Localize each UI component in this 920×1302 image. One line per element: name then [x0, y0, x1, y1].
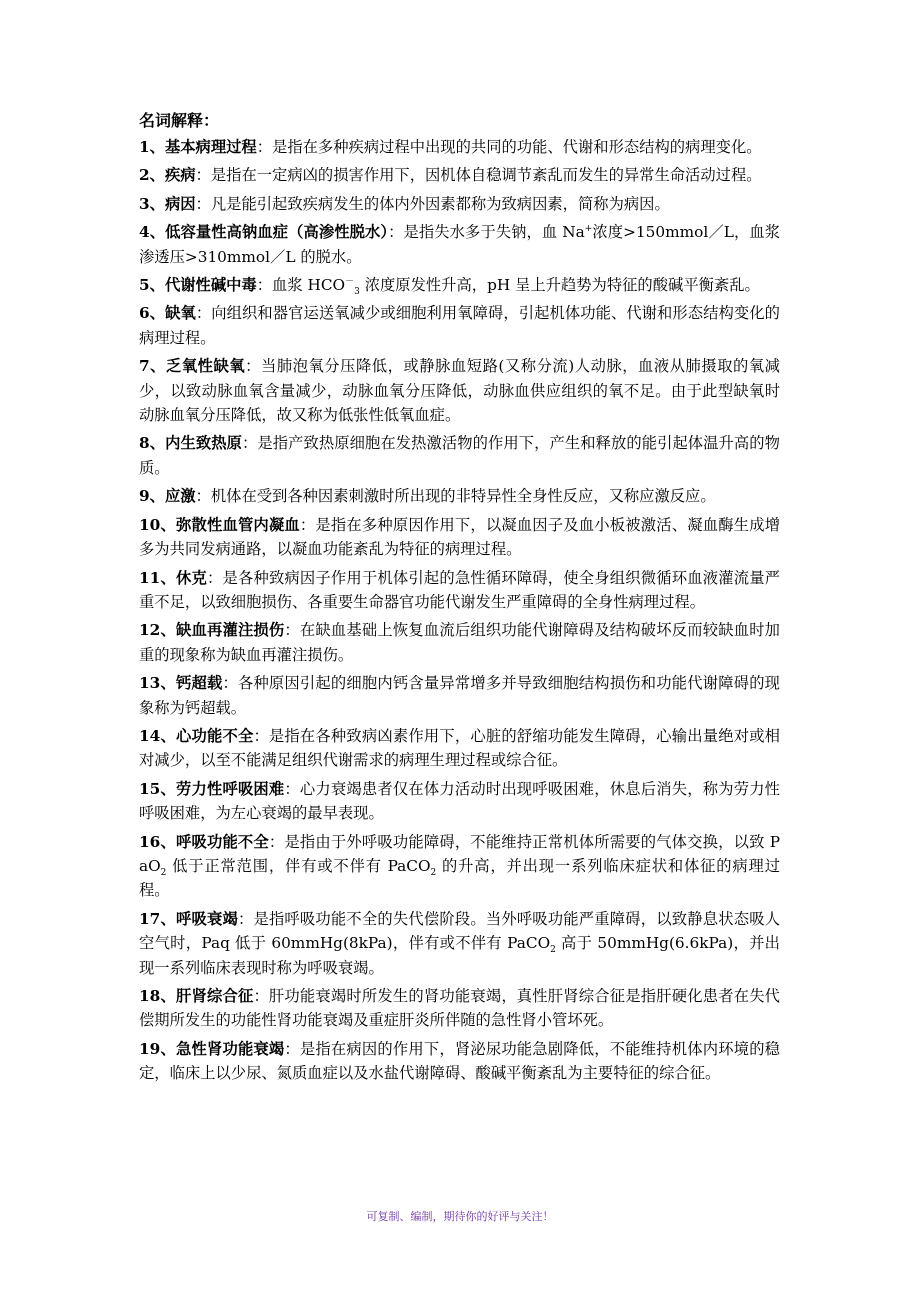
entry-11	[139, 566, 780, 615]
entry-definition-cont: 低于正常范围，伴有或不伴有 PaCO	[166, 856, 431, 875]
entry-definition: ：是各种致病因子作用于机体引起的急性循环障碍，使全身组织微循环血液灌流量严重不足，以致细胞损伤、各重要生命器官功能代谢发生严重障碍的全身性病理过程。	[139, 568, 780, 611]
entry-term: 4、低容量性高钠血症（高渗性脱水）	[139, 223, 389, 242]
entry-2	[139, 163, 780, 187]
entry-14	[139, 724, 780, 773]
entry-definition: ：是指在一定病凶的损害作用下，因机体自稳调节紊乱而发生的异常生命活动过程。	[195, 166, 762, 185]
superscript: +	[584, 224, 593, 235]
superscript: －	[345, 276, 355, 287]
entry-term: 16、呼吸功能不全	[139, 832, 269, 851]
entry-definition: ：凡是能引起致疾病发生的体内外因素都称为致病因素，简称为病因。	[195, 194, 670, 213]
page-footer: 可复制、编制，期待你的好评与关注！	[366, 1210, 554, 1223]
entry-definition: ：在缺血基础上恢复血流后组织功能代谢障碍及结构破坏反而较缺血时加重的现象称为缺血再灌注损伤。	[139, 621, 780, 664]
entry-definition: ：是指由于外呼吸功能障碍，不能维持正常机体所需要的气体交换，以致 PaO	[139, 832, 780, 875]
entry-13	[139, 671, 780, 720]
entry-definition: ：是指失水多于失钠，血 Na	[388, 223, 585, 242]
entry-10	[139, 513, 780, 562]
entry-12	[139, 618, 780, 667]
entry-term: 8、内生致热原	[139, 434, 242, 453]
subscript: 2	[550, 945, 556, 956]
entry-definition: ：各种原因引起的细胞内钙含量异常增多并导致细胞结构损伤和功能代谢障碍的现象称为钙超载。	[139, 674, 780, 717]
entry-19	[139, 1037, 780, 1086]
entry-9	[139, 484, 780, 508]
entry-definition: ：是指产致热原细胞在发热激活物的作用下，产生和释放的能引起体温升高的物质。	[139, 434, 780, 477]
entry-5	[139, 273, 780, 297]
entry-definition: ：当肺泡氧分压降低，或静脉血短路(又称分流)人动脉，血液从肺摄取的氧减少，以致动脉血氧含量减少，动脉血氧分压降低，动脉血供应组织的氧不足。由于此型缺氧时动脉血氧分压降低，故又称为低张性低氧血症。	[139, 357, 780, 425]
entry-1	[139, 135, 780, 159]
entry-term: 14、心功能不全	[139, 726, 254, 745]
entry-definition: ：心力衰竭患者仅在体力活动时出现呼吸困难，休息后消失，称为劳力性呼吸困难，为左心衰竭的最早表现。	[139, 779, 780, 823]
entry-17	[139, 907, 780, 980]
entry-term: 18、肝肾综合征	[139, 987, 254, 1005]
entry-18	[139, 984, 780, 1033]
entry-3	[139, 192, 780, 216]
entry-6	[139, 301, 780, 350]
subscript: 3	[354, 287, 360, 298]
entry-definition: ：肝功能衰竭时所发生的肾功能衰竭，真性肝肾综合征是指肝硬化患者在失代偿期所发生的功能性肾功能衰竭及重症肝炎所伴随的急性肾小管坏死。	[139, 987, 780, 1030]
entry-term: 19、急性肾功能衰竭	[139, 1039, 285, 1058]
entry-term: 7、乏氧性缺氧	[139, 357, 246, 376]
entry-term: 10、弥散性血管内凝血	[139, 515, 300, 534]
entry-definition-cont: 的升高，并出现一系列临床症状和体征的病理过程。	[139, 856, 780, 900]
entry-definition: ：机体在受到各种因素刺激时所出现的非特异性全身性反应，又称应激反应。	[195, 487, 716, 506]
subscript: 2	[430, 868, 437, 879]
entry-term: 3、病因	[139, 194, 196, 213]
entry-definition-cont: 浓度>150mmol／L，血浆渗透压>310mmol／L 的脱水。	[139, 223, 780, 266]
entry-term: 1、基本病理过程	[139, 138, 257, 156]
entry-term: 12、缺血再灌注损伤	[139, 621, 285, 640]
entry-definition: ：是指在各种致病凶素作用下，心脏的舒缩功能发生障碍，心输出量绝对或相对减少，以至不能满足组织代谢需求的病理生理过程或综合征。	[139, 726, 780, 770]
entry-term: 15、劳力性呼吸困难	[139, 779, 285, 798]
entry-term: 13、钙超载	[139, 674, 223, 693]
entry-definition: ：是指在多种疾病过程中出现的共同的功能、代谢和形态结构的病理变化。	[256, 138, 762, 156]
entry-definition: ：是指在病因的作用下，肾泌尿功能急剧降低，不能维持机体内环境的稳定，临床上以少尿、氮质血症以及水盐代谢障碍、酸碱平衡紊乱为主要特征的综合征。	[139, 1039, 780, 1083]
entry-term: 17、呼吸衰竭	[139, 909, 238, 928]
document-body	[139, 109, 780, 1090]
entry-definition: ：血浆 HCO	[256, 276, 346, 295]
entry-term: 11、休克	[139, 568, 207, 587]
section-heading: 名词解释：	[139, 111, 220, 130]
entry-16	[139, 830, 780, 903]
entry-term: 9、应激	[139, 487, 196, 506]
entry-15	[139, 777, 780, 826]
entry-definition: ：是指呼吸功能不全的失代偿阶段。当外呼吸功能严重障碍，以致静息状态吸人空气时，Paq 低于 60mmHg(8kPa)，伴有或不伴有 PaCO	[139, 909, 780, 953]
entry-term: 2、疾病	[139, 166, 196, 185]
entry-definition: ：是指在多种原因作用下，以凝血因子及血小板被激活、凝血酶生成增多为共同发病通路，以凝血功能紊乱为特征的病理过程。	[139, 515, 780, 559]
entry-8	[139, 431, 780, 480]
entry-term: 6、缺氧	[139, 304, 196, 323]
entry-4	[139, 220, 780, 269]
entry-term: 5、代谢性碱中毒	[139, 276, 257, 295]
entry-definition-cont: 高于 50mmHg(6.6kPa)，并出现一系列临床表现时称为呼吸衰竭。	[139, 934, 780, 977]
entry-definition-cont: 浓度原发性升高，pH 呈上升趋势为特征的酸碱平衡紊乱。	[359, 276, 760, 295]
entry-definition: ：向组织和器官运送氧减少或细胞利用氧障碍，引起机体功能、代谢和形态结构变化的病理过程。	[139, 304, 780, 347]
entry-7	[139, 354, 780, 427]
subscript: 2	[160, 868, 167, 879]
